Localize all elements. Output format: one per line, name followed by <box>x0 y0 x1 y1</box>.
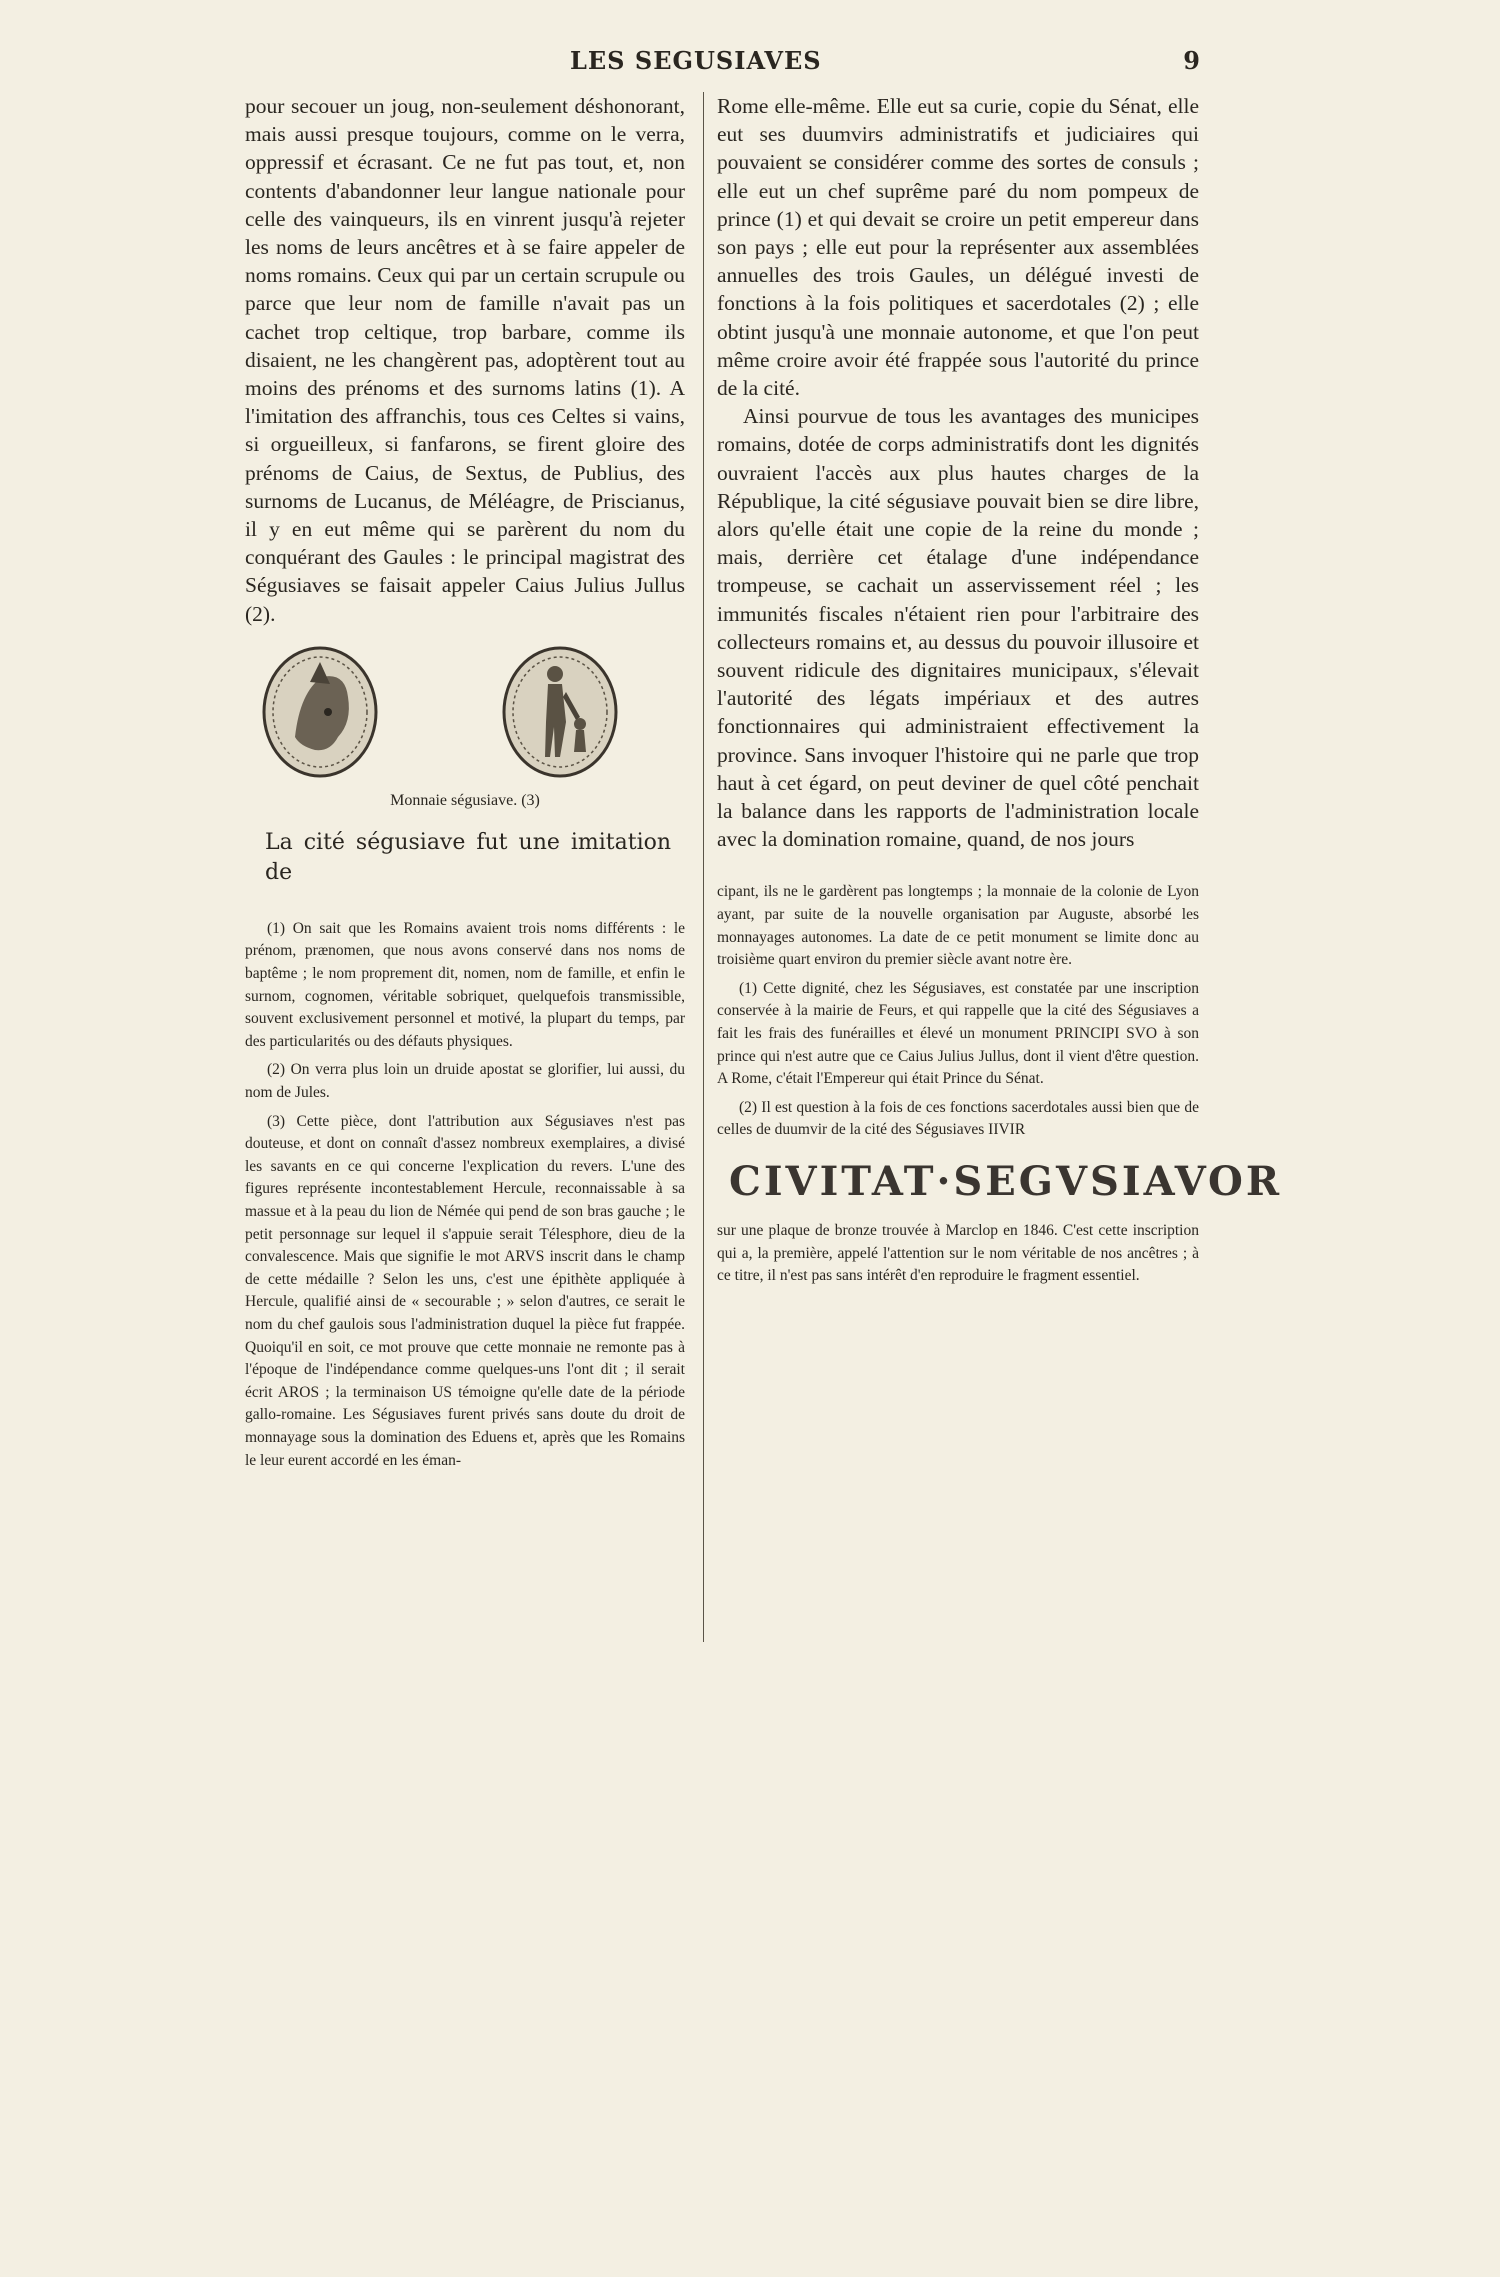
inscription-note: sur une plaque de bronze trouvée à Marclop en 1846. C'est cette inscription qui a, la première, appelé l'attention sur le nom véritable de nos ancêtres ; à ce titre, il n'est pas sans intérêt d'en reproduire le fragment essentiel. <box>717 1222 1199 1285</box>
coin-illustration <box>245 642 685 792</box>
coin-caption: Monnaie ségusiave. (3) <box>390 791 540 809</box>
footnote-3: (3) Cette pièce, dont l'attribution aux Ségusiaves n'est pas douteuse, et dont on connaît d'assez nombreux exemplaires, a divisé les savants en ce qui concerne l'explication du revers. L'une des figures représente incontestablement Hercule, reconnaissable à sa massue et à la peau du lion de Némée qui pend de son bras gauche ; le petit personnage sur lequel il s'appuie serait Télesphore, dieu de la convalescence. Mais que signifie le mot ARVS inscrit dans le champ de cette médaille ? Selon les uns, c'est une épithète appliquée à Hercule, qualifié ainsi de « secourable ; » selon d'autres, ce serait le nom du chef gaulois sous l'administration duquel la pièce fut frappée. Quoiqu'il en soit, ce mot prouve que cette monnaie ne remonte pas à l'époque de l'indépendance comme quelques-uns l'ont dit ; il serait écrit AROS ; la terminaison US témoigne qu'elle date de la période gallo-romaine. Les Ségusiaves furent privés sans doute du droit de monnayage sous la domination des Eduens et, après que les Romains le leur eurent accordé en les éman- <box>245 1112 685 1469</box>
section-continuation: La cité ségusiave fut une imitation de <box>265 829 672 885</box>
running-title: LES SEGUSIAVES <box>570 46 822 75</box>
page-number: 9 <box>1183 46 1200 75</box>
coin-reverse-icon <box>500 642 620 782</box>
footnote-1: (1) On sait que les Romains avaient trois noms différents : le prénom, prænomen, que nous avons conservé dans nos noms de baptême ; le nom proprement dit, nomen, nom de famille, et enfin le surnom, cognomen, véritable sobriquet, quelquefois transmissible, souvent exclusivement personnel et motivé, la plupart du temps, par des particularités ou des défauts physiques. <box>245 919 685 1050</box>
footnote-continuation: cipant, ils ne le gardèrent pas longtemps ; la monnaie de la colonie de Lyon ayant, par suite de la nouvelle organisation par Auguste, absorbé les monnayages autonomes. La date de ce petit monument se limite donc au troisième quart environ du premier siècle avant notre ère. <box>717 883 1199 969</box>
right-paragraph-1: Rome elle-même. Elle eut sa curie, copie du Sénat, elle eut ses duumvirs administratifs et judiciaires qui pouvaient se considérer comme des sortes de consuls ; elle eut un chef suprême paré du nom pompeux de prince (1) et qui devait se croire un petit empereur dans son pays ; elle eut pour la représenter aux assemblées annuelles des trois Gaules, un délégué investi de fonctions à la fois politiques et sacerdotales (2) ; elle obtint jusqu'à une monnaie autonome, et que l'on peut même croire avoir été frappée sous l'autorité du prince de la cité. <box>717 94 1199 401</box>
running-header <box>240 46 1200 76</box>
right-column <box>717 92 1283 1294</box>
footnote-r1: (1) Cette dignité, chez les Ségusiaves, est constatée par une inscription conservée à la mairie de Feurs, et qui rappelle que la cité des Ségusiaves a fait les frais des funérailles et élevé un monument PRINCIPI SVO à son prince qui n'est autre que ce Caius Julius Jullus, dont il vient d'être question. A Rome, c'était l'Empereur qui était Prince du Sénat. <box>717 979 1199 1088</box>
right-paragraph-2: Ainsi pourvue de tous les avantages des municipes romains, dotée de corps administratifs dont les dignités ouvraient l'accès aux plus hautes charges de la République, la cité ségusiave pouvait bien se dire libre, alors qu'elle était une copie de la reine du monde ; mais, derrière cet étalage d'une indépendance trompeuse, se cachait un asservissement réel ; les immunités fiscales n'étaient rien pour l'arbitraire des collecteurs romains et, au dessus du pouvoir illusoire et souvent ridicule des dignitaires municipaux, s'élevait l'autorité des légats impériaux et des autres fonctionnaires qui administraient effectivement la province. Sans invoquer l'histoire qui ne parle que trop haut à cet égard, on peut deviner de quel côté penchait la balance dans les rapports de l'administration locale avec la domination romaine, quand, de nos jours <box>717 404 1199 852</box>
column-divider <box>703 92 704 1642</box>
footnote-r2: (2) Il est question à la fois de ces fonctions sacerdotales aussi bien que de celles de duumvir de la cité des Ségusiaves IIVIR <box>717 1098 1199 1139</box>
left-paragraph: pour secouer un joug, non-seulement déshonorant, mais aussi presque toujours, comme on le verra, oppressif et écrasant. Ce ne fut pas tout, et, non contents d'abandonner leur langue nationale pour celle des vainqueurs, ils en vinrent jusqu'à rejeter les noms de leurs ancêtres et à se faire appeler de noms romains. Ceux qui par un certain scrupule ou parce que leur nom de famille n'avait pas un cachet trop celtique, trop barbare, comme ils disaient, ne les changèrent pas, adoptèrent tout au moins des prénoms et des surnoms latins (1). A l'imitation des affranchis, tous ces Celtes si vains, si orgueilleux, si fanfarons, se firent gloire des prénoms de Caius, de Sextus, de Publius, des surnoms de Lucanus, de Méléagre, de Priscianus, il y en eut même qui se parèrent du nom du conquérant des Gaules : le principal magistrat des Ségusiaves se faisait appeler Caius Julius Jullus (2). <box>245 94 685 626</box>
inscription-fragment: CIVITAT·SEGVSIAVOR <box>729 1158 1283 1206</box>
left-column <box>245 92 685 1478</box>
footnote-2: (2) On verra plus loin un druide apostat se glorifier, lui aussi, du nom de Jules. <box>245 1061 685 1102</box>
coin-obverse-icon <box>260 642 380 782</box>
